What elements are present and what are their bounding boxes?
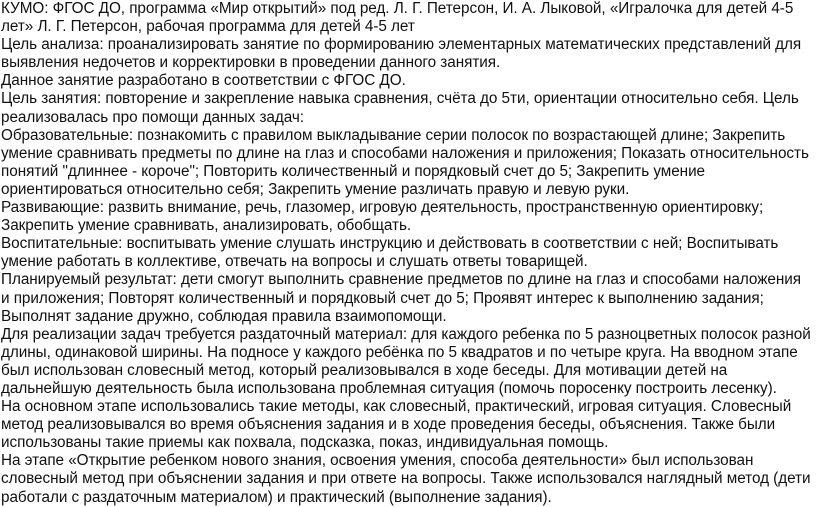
paragraph-kumo: КУМО: ФГОС ДО, программа «Мир открытий» под ред. Л. Г. Петерсон, И. А. Лыковой, «Игралочка для детей 4-5 лет» Л. Г. Петерсон, рабочая программа для детей 4-5 лет: [1, 0, 794, 36]
paragraph-main-stage: На основном этапе использовались такие методы, как словесный, практический, игровая ситуация. Словесный метод реализовывался во время объяснения задания и в ходе проведения беседы, объяснения. Также были использованы такие приемы как похвала, подсказка, показ, индивидуальная помощь.: [1, 398, 792, 452]
paragraph-planned-result: Планируемый результат: дети смогут выполнить сравнение предметов по длине на глаз и способами наложения и приложения; Повторят количественный и порядковый счет до 5; Проявят интерес к выполнению задания; Выполнят задание дружно, соблюдая правила взаимопомощи.: [1, 271, 801, 325]
paragraph-materials: Для реализации задач требуется раздаточный материал: для каждого ребенка по 5 разноцветных полосок разной длины, одинаковой ширины. На подносе у каждого ребёнка по 5 квадратов и по четыре круга. На вводном этапе был использован словесный метод, который реализовывался в ходе беседы. Для мотивации детей на дальнейшую деятельность была использована проблемная ситуация (помочь поросенку построить лесенку).: [1, 325, 811, 397]
paragraph-fgos: Данное занятие разработано в соответствии с ФГОС ДО.: [1, 72, 406, 90]
document-body: [1, 0, 813, 507]
paragraph-upbringing-tasks: Воспитательные: воспитывать умение слушать инструкцию и действовать в соответствии с ней; Воспитывать умение работать в коллективе, отвечать на вопросы и слушать ответы товарищей.: [1, 235, 779, 271]
paragraph-developmental-tasks: Развивающие: развить внимание, речь, глазомер, игровую деятельность, пространственную ориентировку; Закрепить умение сравнивать, анализировать, обобщать.: [1, 199, 764, 235]
paragraph-discovery-stage: На этапе «Открытие ребенком нового знания, освоения умения, способа деятельности» был использован словесный метод при объяснении задания и при ответе на вопросы. Также использовался наглядный метод (дети работали с раздаточным материалом) и практический (выполнение задания).: [1, 452, 811, 506]
paragraph-lesson-goal: Цель занятия: повторение и закрепление навыка сравнения, счёта до 5ти, ориентации относительно себя. Цель реализовалась про помощи данных задач:: [1, 90, 799, 126]
paragraph-educational-tasks: Образовательные: познакомить с правилом выкладывание серии полосок по возрастающей длине; Закрепить умение сравнивать предметы по длине на глаз и способами наложения и приложения; Показать относительность понятий "длиннее - короче"; Повторить количественный и порядковый счет до 5; Закрепить умение ориентироваться относительно себя; Закрепить умение различать правую и левую руки.: [1, 126, 809, 198]
paragraph-analysis-goal: Цель анализа: проанализировать занятие по формированию элементарных математических представлений для выявления недочетов и корректировки в проведении данного занятия.: [1, 36, 802, 72]
